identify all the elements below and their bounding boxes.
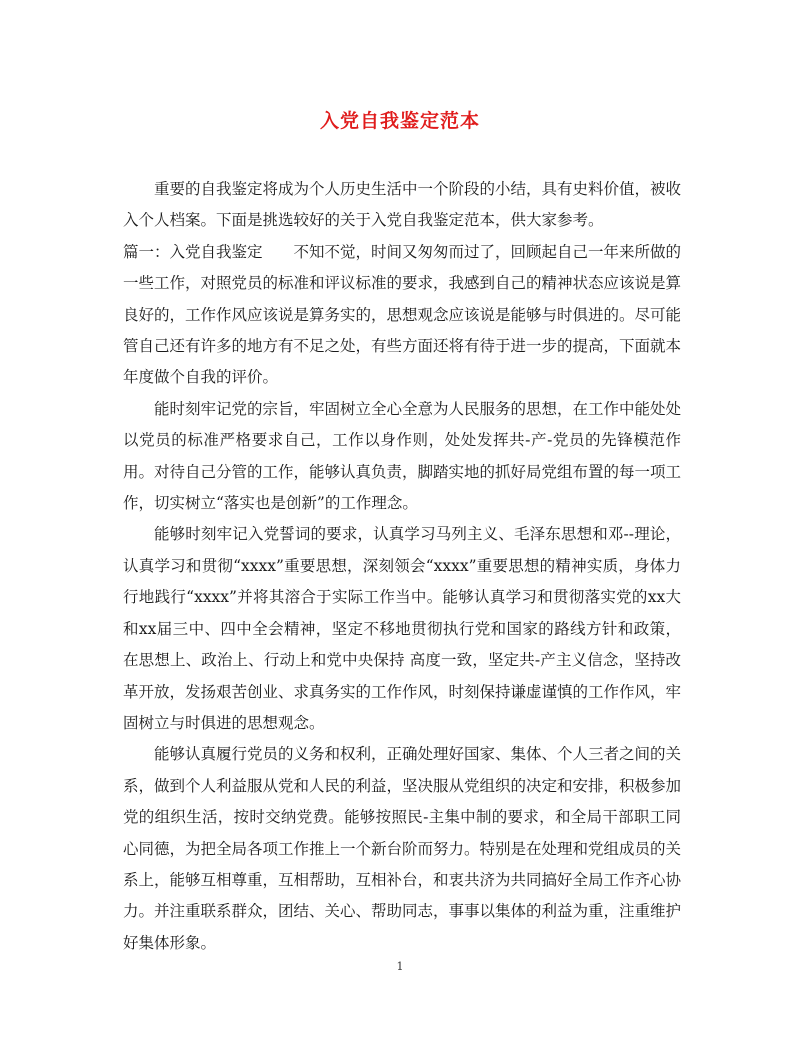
- body-paragraph-purpose: 能时刻牢记党的宗旨，牢固树立全心全意为人民服务的思想，在工作中能处处以党员的标准严格要求自己，工作以身作则，处处发挥共-产-党员的先锋模范作用。对待自己分管的工作，能够认真负责，脚踏实地的抓好局党组布置的每一项工作，切实树立“落实也是创新”的工作理念。: [123, 399, 682, 513]
- page-number: 1: [396, 960, 404, 973]
- section-one-paragraph: 篇一：入党自我鉴定 不知不觉，时间又匆匆而过了，回顾起自己一年来所做的一些工作，对照党员的标准和评议标准的要求，我感到自己的精神状态应该说是算良好的，工作作风应该说是算务实的，思想观念应该说是能够与时俱进的。尽可能管自己还有许多的地方有不足之处，有些方面还将有待于进一步的提高，下面就本年度做个自我的评价。: [123, 242, 682, 387]
- document-title: 入党自我鉴定范本: [319, 110, 480, 132]
- intro-paragraph: 重要的自我鉴定将成为个人历史生活中一个阶段的小结，具有史料价值，被收入个人档案。下面是挑选较好的关于入党自我鉴定范本，供大家参考。: [123, 180, 682, 230]
- document-body: [123, 174, 681, 959]
- body-paragraph-duty: 能够认真履行党员的义务和权利，正确处理好国家、集体、个人三者之间的关系，做到个人利益服从党和人民的利益，坚决服从党组织的决定和安排，积极参加党的组织生活，按时交纳党费。能够按照民-主集中制的要求，和全局干部职工同心同德，为把全局各项工作推上一个新台阶而努力。特别是在处理和党组成员的关系上，能够互相尊重，互相帮助，互相补台，和衷共济为共同搞好全局工作齐心协力。并注重联系群众，团结、关心、帮助同志，事事以集体的利益为重，注重维护好集体形象。: [123, 745, 682, 952]
- body-paragraph-study: 能够时刻牢记入党誓词的要求，认真学习马列主义、毛泽东思想和邓--理论，认真学习和贯彻“xxxx”重要思想，深刻领会“xxxx”重要思想的精神实质，身体力行地践行“xxxx”并将其溶合于实际工作当中。能够认真学习和贯彻落实党的xx大和xx届三中、四中全会精神，坚定不移地贯彻执行党和国家的路线方针和政策，在思想上、政治上、行动上和党中央保持 高度一致，坚定共-产主义信念，坚持改革开放，发扬艰苦创业、求真务实的工作作风，时刻保持谦虚谨慎的工作作风，牢固树立与时俱进的思想观念。: [123, 525, 682, 732]
